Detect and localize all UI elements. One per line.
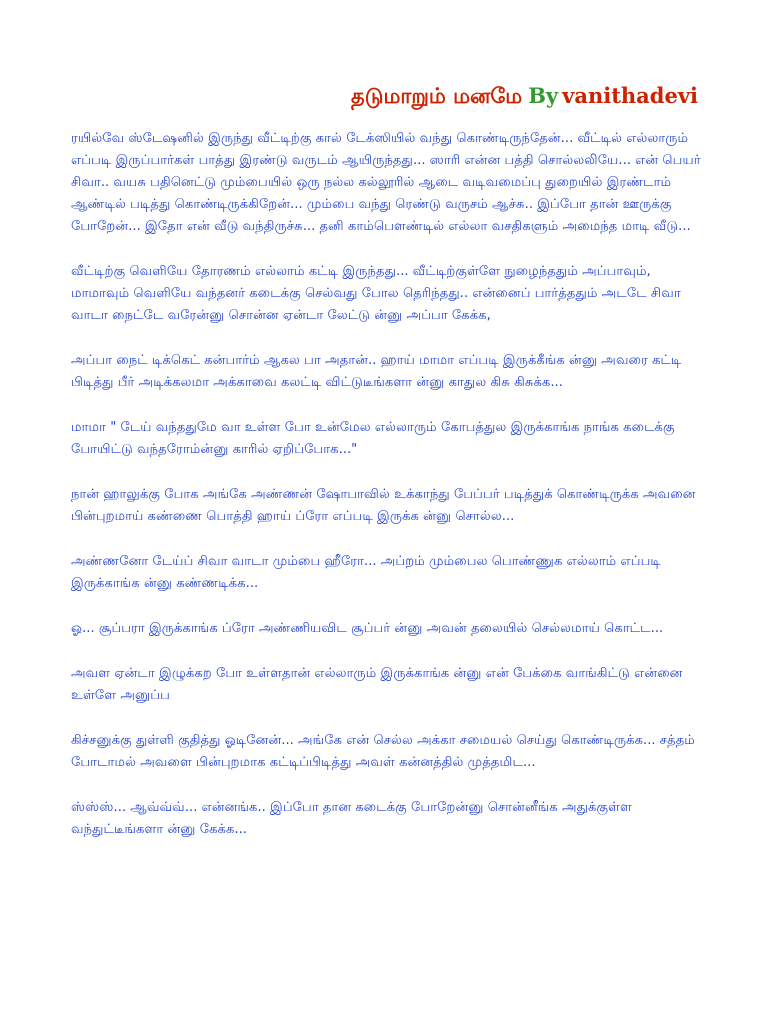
paragraph: அப்பா நைட் டிக்கெட் கன்பார்ம் ஆகல பா அதான்.. ஹாய் மாமா எப்படி இருக்கீங்க ன்னு அவரை கட்டி பிடித்து பீர் அடிக்கலமா அக்காவை கலட்டி விட்டுடீங்களா ன்னு காதுல கிசு கிசுக்க... xyxy=(71,353,682,390)
paragraph: ஸ்ஸ்ஸ்... ஆவ்வ்வ்... என்னங்க.. இப்போ தான கடைக்கு போறேன்னு சொன்னீங்க அதுக்குள்ள வந்துட்டீங்களா ன்னு கேக்க... xyxy=(71,800,632,837)
paragraph: நான் ஹாலுக்கு போக அங்கே அண்ணன் ஷோபாவில் உக்காந்து பேப்பர் படித்துக் கொண்டிருக்க அவனை பின்புறமாய் கண்ணை பொத்தி ஹாய் ப்ரோ எப்படி இருக்க ன்னு சொல்ல... xyxy=(71,487,696,524)
paragraph: ஓ... சூப்பரா இருக்காங்க ப்ரோ அண்ணியவிட சூப்பர் ன்னு அவன் தலையில் செல்லமாய் கொட்ட... xyxy=(71,621,664,636)
paragraph: அண்ணனோ டேய்ப் சிவா வாடா மும்பை ஹீரோ... அப்றம் மும்பைல பொண்ணுக எல்லாம் எப்படி இருக்காங்க ன்னு கண்ணடிக்க... xyxy=(71,554,661,591)
paragraph: ரயில்வே ஸ்டேஷனில் இருந்து வீட்டிற்கு கால் டேக்ஸியில் வந்து கொண்டிருந்தேன்... வீட்டில் எல்லாரும் எப்படி இருப்பார்கள் பாத்து இரண்டு வருடம் ஆயிருந்தது... ஸாரி என்ன பத்தி சொல்லலியே... என் பெயர் சிவா.. வயசு பதினெட்டு மும்பையில் ஒரு நல்ல கல்லூரில் ஆடை வடிவமைப்பு துறையில் இரண்டாம் ஆண்டில் படித்து கொண்டிருக்கிறேன்... மும்பை வந்து ரெண்டு வருசம் ஆச்சு.. இப்போ தான் ஊருக்கு போறேன்... இதோ என் வீடு வந்திருச்சு... தனி காம்பௌண்டில் எல்லா வசதிகளும் அமைந்த மாடி வீடு... xyxy=(71,131,701,234)
paragraph: மாமா " டேய் வந்ததுமே வா உள்ள போ உன்மேல எல்லாரும் கோபத்துல இருக்காங்க நாங்க கடைக்கு போயிட்டு வந்தரோம்ன்னு காரில் ஏறிப்போக..." xyxy=(71,420,675,457)
paragraph: வீட்டிற்கு வெளியே தோரணம் எல்லாம் கட்டி இருந்தது... வீட்டிற்குள்ளே நுழைந்ததும் அப்பாவும், மாமாவும் வெளியே வந்தனர் கடைக்கு செல்வது போல தெரிந்தது.. என்னைப் பார்த்ததும் அடடே சிவா வாடா நைட்டே வரேன்னு சொன்ன ஏன்டா லேட்டு ன்னு அப்பா கேக்க, xyxy=(71,264,681,323)
title-tamil: தடுமாறும் மனமே xyxy=(351,83,523,108)
paragraph: கிச்சனுக்கு துள்ளி குதித்து ஓடினேன்... அங்கே என் செல்ல அக்கா சமையல் செய்து கொண்டிருக்க... சத்தம் போடாமல் அவளை பின்புறமாக கட்டிப்பிடித்து அவள் கன்னத்தில் முத்தமிட... xyxy=(71,733,695,770)
story-title xyxy=(351,83,698,111)
paragraph: அவள ஏன்டா இழுக்கற போ உள்ளதான் எல்லாரும் இருக்காங்க ன்னு என் பேக்கை வாங்கிட்டு என்னை உள்ளே அனுப்ப xyxy=(71,666,683,703)
story-body xyxy=(71,128,711,864)
title-author: vanithadevi xyxy=(562,83,698,108)
title-by: By xyxy=(528,83,559,108)
